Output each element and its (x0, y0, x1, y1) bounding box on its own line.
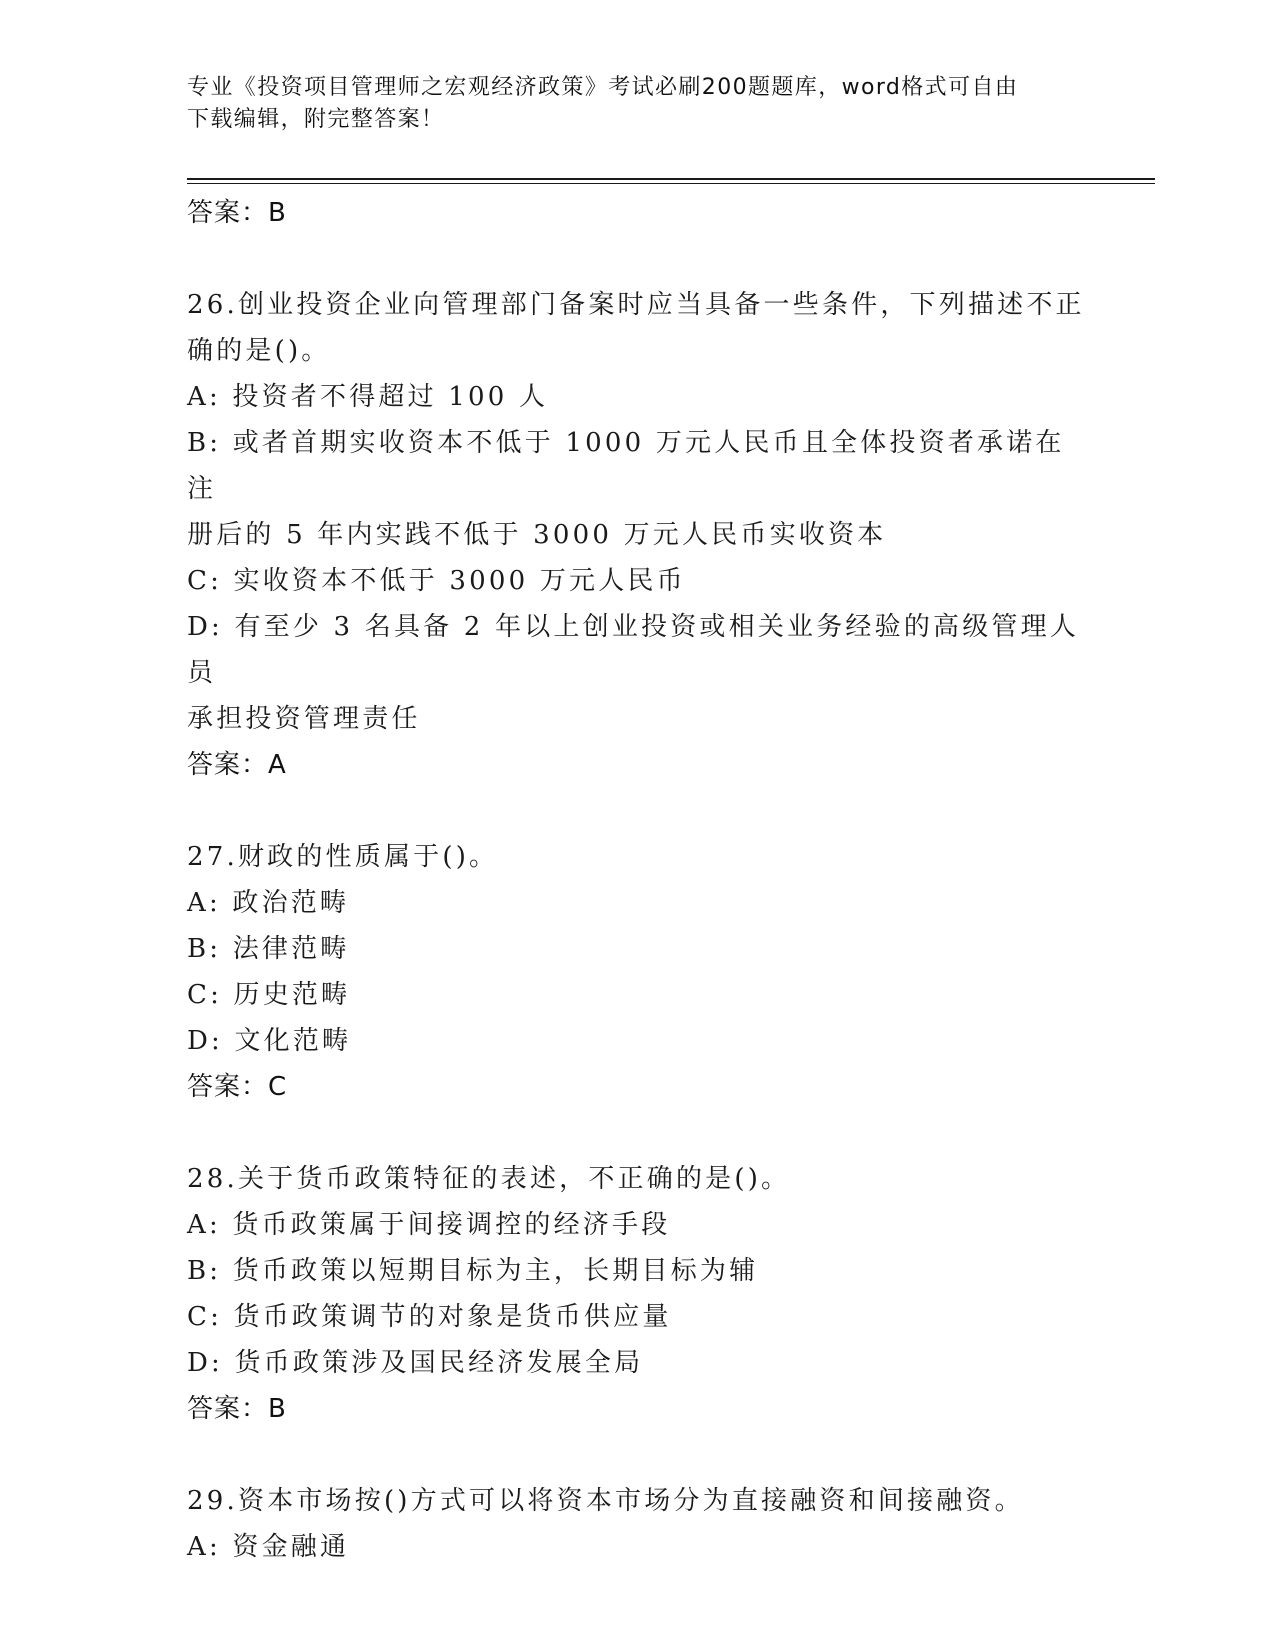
option-text: A: 资金融通 (187, 1532, 350, 1562)
header-line-1: 专业《投资项目管理师之宏观经济政策》考试必刷200题题库，word格式可自由 (187, 75, 1019, 100)
header-line-2: 下载编辑，附完整答案！ (187, 107, 445, 132)
answer-line: 答案：A (187, 750, 287, 780)
option-text: A: 投资者不得超过 100 人 (187, 382, 549, 412)
answer-line: 答案：B (187, 1394, 287, 1424)
option-text: C: 货币政策调节的对象是货币供应量 (187, 1302, 672, 1332)
option-text: C: 实收资本不低于 3000 万元人民币 (187, 566, 686, 596)
option-text: D: 货币政策涉及国民经济发展全局 (187, 1348, 644, 1378)
question-text: 确的是()。 (187, 336, 331, 366)
option-text: B: 法律范畴 (187, 934, 350, 964)
option-text: D: 文化范畴 (187, 1026, 352, 1056)
question-text: 27.财政的性质属于()。 (187, 842, 499, 872)
answer-line: 答案：B (187, 198, 287, 228)
answer-line: 答案：C (187, 1072, 288, 1102)
option-text: A: 政治范畴 (187, 888, 350, 918)
option-text: A: 货币政策属于间接调控的经济手段 (187, 1210, 671, 1240)
question-text: 28.关于货币政策特征的表述，不正确的是()。 (187, 1164, 791, 1194)
option-text: 册后的 5 年内实践不低于 3000 万元人民币实收资本 (187, 520, 887, 550)
question-block (187, 1478, 1087, 1570)
question-text: 29.资本市场按()方式可以将资本市场分为直接融资和间接融资。 (187, 1486, 1024, 1516)
question-block (187, 282, 1087, 788)
header-rule-thin (187, 183, 1155, 184)
question-block (187, 1156, 1087, 1432)
question-text: 26.创业投资企业向管理部门备案时应当具备一些条件，下列描述不正 (187, 290, 1085, 320)
option-text: C: 历史范畴 (187, 980, 351, 1010)
page-header (187, 72, 1067, 136)
option-text: D: 有至少 3 名具备 2 年以上创业投资或相关业务经验的高级管理人员 (187, 612, 1080, 688)
option-text: B: 或者首期实收资本不低于 1000 万元人民币且全体投资者承诺在注 (187, 428, 1065, 504)
header-rule-thick (187, 178, 1155, 180)
question-block (187, 834, 1087, 1110)
option-text: B: 货币政策以短期目标为主，长期目标为辅 (187, 1256, 759, 1286)
question-list (187, 190, 1087, 1570)
option-text: 承担投资管理责任 (187, 704, 421, 734)
